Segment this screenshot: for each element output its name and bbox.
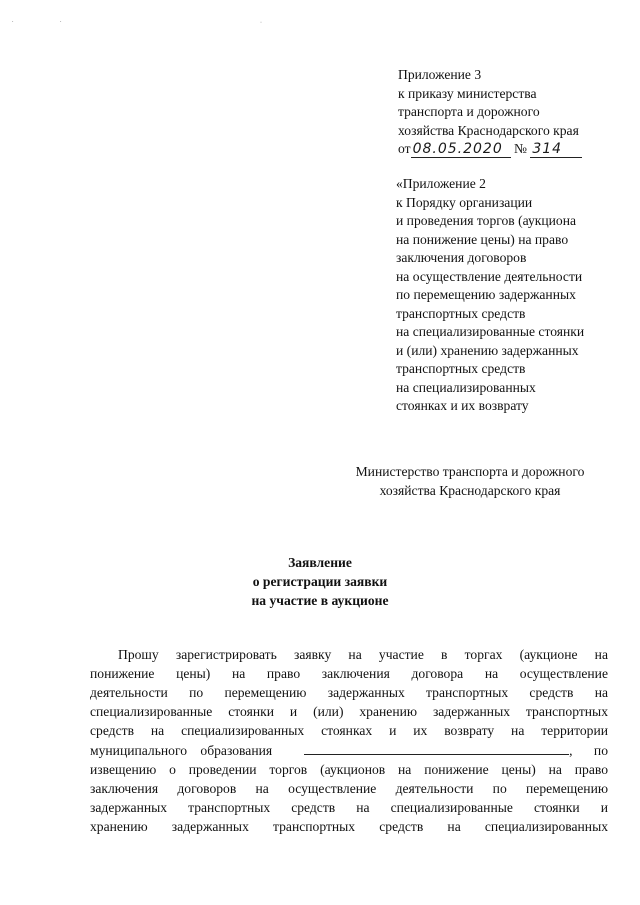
appendix-2-line: заключения договоров [396,250,527,265]
appendix-2-line: стоянках и их возврату [396,398,529,413]
appendix-2-line: и проведения торгов (аукциона [396,213,577,228]
document-title [0,553,640,610]
appendix-2-line: по перемещению задержанных [396,287,576,302]
appendix-3-line: транспорта и дорожного [398,104,540,119]
body-line: задержанных транспортных средств на специализированные стоянки и [90,800,608,815]
appendix-2-line: транспортных средств [396,305,526,321]
body-line: специализированные стоянки и (или) хранению задержанных транспортных [90,704,608,719]
handwritten-date: 08.05.2020 [411,141,511,158]
appendix-3-date-line [398,140,582,159]
municipality-suffix: , по [569,743,608,758]
municipality-label: муниципального образования [90,743,273,758]
body-line: Прошу зарегистрировать заявку на участие в торгах (аукционе на [118,647,608,662]
addressee-line: хозяйства Краснодарского края [379,483,561,498]
body-line-with-blank [90,740,608,760]
body-line: деятельности по перемещению задержанных транспортных средств на [90,685,608,700]
municipality-blank-field[interactable] [304,740,569,755]
appendix-2-line: на понижение цены) на право [396,231,569,247]
appendix-3-line: хозяйства Краснодарского края [398,122,579,138]
appendix-3-block [398,66,582,159]
date-prefix: от [398,141,411,156]
title-line: о регистрации заявки [252,574,388,589]
body-line: средств на специализированных стоянках и их возврату на территории [90,723,608,738]
title-line: на участие в аукционе [251,593,389,608]
appendix-2-line: на осуществление деятельности [396,268,583,284]
addressee-line: Министерство транспорта и дорожного [355,464,585,479]
number-prefix: № [513,141,527,156]
appendix-2-line: и (или) хранению задержанных [396,342,579,358]
body-line: заключения договоров на осуществление деятельности по перемещению [90,781,608,796]
scan-speck: . [12,18,14,24]
body-line: хранению задержанных транспортных средств на специализированных [90,819,608,834]
appendix-2-line: «Приложение 2 [396,176,486,191]
appendix-2-line: на специализированные стоянки [396,324,585,339]
appendix-2-block [396,175,584,416]
appendix-2-line: на специализированных [396,379,536,395]
body-line: извещению о проведении торгов (аукционов на понижение цены) на право [90,762,608,777]
appendix-3-line: Приложение 3 [398,67,482,82]
appendix-2-line: к Порядку организации [396,194,533,210]
appendix-2-line: транспортных средств [396,361,526,376]
addressee-block [320,462,620,500]
appendix-3-line: к приказу министерства [398,85,537,101]
scan-speck: . [60,18,62,24]
application-body [90,645,608,836]
handwritten-number: 314 [530,141,582,158]
body-line: понижение цены) на право заключения договора на осуществление [90,666,608,681]
title-line: Заявление [288,555,352,570]
scan-speck: · [260,20,262,26]
